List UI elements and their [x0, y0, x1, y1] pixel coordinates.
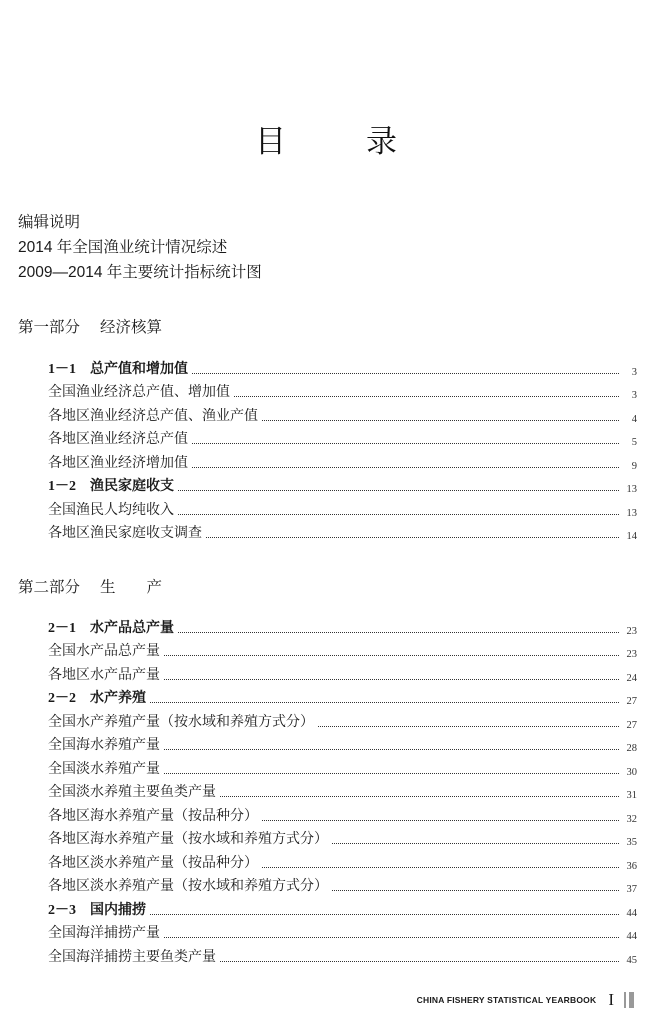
toc-entry[interactable] — [48, 850, 637, 874]
toc-entry[interactable] — [48, 450, 637, 474]
toc-entry[interactable] — [48, 756, 637, 780]
toc-entry-page: 44 — [626, 907, 637, 919]
toc-entry-page: 9 — [631, 460, 637, 472]
dot-leader — [192, 373, 619, 374]
toc-entry-page: 32 — [626, 813, 637, 825]
part1-title: 经济核算 — [100, 319, 163, 336]
toc-entry-page: 35 — [626, 837, 637, 848]
toc-entry-label: 全国海洋捕捞产量 — [48, 926, 160, 941]
dot-leader — [150, 914, 619, 915]
dot-leader — [206, 537, 619, 538]
dot-leader — [332, 890, 619, 891]
toc-entry-page: 24 — [626, 672, 637, 684]
toc-entry-page: 44 — [626, 931, 637, 942]
toc-entry-label: 各地区渔民家庭收支调查 — [48, 526, 202, 541]
toc-entry-page: 28 — [626, 743, 637, 754]
intro-item-charts[interactable]: 2009—2014 年主要统计指标统计图 — [18, 264, 262, 281]
toc-section-entry[interactable] — [48, 615, 637, 639]
part1-number: 第一部分 — [18, 319, 81, 336]
toc-entry[interactable] — [48, 803, 637, 827]
toc-entry-page: 45 — [626, 954, 637, 966]
toc-entry-page: 31 — [626, 790, 637, 801]
toc-entry-label: 各地区淡水养殖产量（按品种分） — [48, 855, 258, 871]
toc-entry-label: 全国海水养殖产量 — [48, 738, 160, 753]
toc-entry-page: 27 — [626, 696, 637, 707]
footer-yearbook-title: CHINA FISHERY STATISTICAL YEARBOOK — [416, 995, 597, 1005]
part2-toc — [48, 615, 637, 968]
toc-entry-page: 23 — [626, 625, 637, 637]
dot-leader — [234, 396, 619, 397]
toc-entry-label: 各地区渔业经济总产值、渔业产值 — [48, 408, 258, 424]
dot-leader — [164, 655, 619, 656]
toc-entry-label: 2－1 水产品总产量 — [48, 620, 174, 636]
toc-entry[interactable] — [48, 662, 637, 686]
toc-entry-page: 30 — [626, 766, 637, 778]
toc-entry-page: 23 — [626, 649, 637, 660]
dot-leader — [192, 443, 619, 444]
toc-entry-label: 各地区海水养殖产量（按品种分） — [48, 808, 258, 824]
dot-leader — [178, 632, 619, 633]
dot-leader — [192, 467, 619, 468]
toc-entry-label: 1－2 渔民家庭收支 — [48, 479, 174, 494]
dot-leader — [164, 749, 619, 750]
footer-edge-bar — [624, 992, 634, 1008]
toc-entry-page: 14 — [626, 531, 637, 542]
toc-entry-label: 各地区海水养殖产量（按水域和养殖方式分） — [48, 832, 328, 847]
toc-entry-page: 3 — [631, 366, 637, 378]
intro-item-editorial-notes[interactable]: 编辑说明 — [18, 214, 81, 231]
toc-entry[interactable] — [48, 709, 637, 733]
toc-section-entry[interactable] — [48, 356, 637, 380]
toc-entry-label: 全国水产品总产量 — [48, 644, 160, 659]
page-title: 目录 — [255, 124, 477, 160]
dot-leader — [178, 490, 619, 491]
page-footer — [417, 990, 634, 1010]
toc-entry-label: 各地区水产品产量 — [48, 667, 160, 683]
toc-entry[interactable] — [48, 380, 637, 404]
toc-section-entry[interactable] — [48, 897, 637, 921]
footer-page-number: I — [608, 990, 614, 1009]
toc-entry[interactable] — [48, 733, 637, 757]
dot-leader — [178, 514, 619, 515]
toc-entry-label: 全国渔民人均纯收入 — [48, 502, 174, 518]
toc-entry[interactable] — [48, 874, 637, 898]
dot-leader — [220, 796, 619, 797]
dot-leader — [164, 679, 619, 680]
toc-entry[interactable] — [48, 497, 637, 521]
dot-leader — [164, 937, 619, 938]
toc-entry-label: 全国淡水养殖主要鱼类产量 — [48, 785, 216, 800]
toc-entry[interactable] — [48, 780, 637, 804]
toc-entry-label: 全国海洋捕捞主要鱼类产量 — [48, 949, 216, 965]
toc-entry-label: 各地区渔业经济总产值 — [48, 432, 188, 447]
toc-entry-page: 5 — [631, 437, 637, 448]
toc-entry-label: 全国渔业经济总产值、增加值 — [48, 385, 230, 400]
toc-entry-page: 27 — [626, 719, 637, 731]
toc-entry-label: 全国淡水养殖产量 — [48, 761, 160, 777]
toc-entry[interactable] — [48, 521, 637, 545]
dot-leader — [262, 820, 619, 821]
part2-heading — [18, 575, 162, 597]
toc-entry-label: 各地区淡水养殖产量（按水域和养殖方式分） — [48, 879, 328, 894]
toc-entry[interactable] — [48, 639, 637, 663]
toc-entry-page: 37 — [626, 884, 637, 895]
toc-entry-page: 3 — [631, 390, 637, 401]
dot-leader — [262, 867, 619, 868]
toc-entry[interactable] — [48, 427, 637, 451]
toc-entry-label: 各地区渔业经济增加值 — [48, 455, 188, 471]
toc-entry-label: 1－1 总产值和增加值 — [48, 361, 188, 377]
part2-title: 生 产 — [100, 579, 163, 596]
intro-list — [18, 210, 262, 285]
dot-leader — [220, 961, 619, 962]
intro-item-overview[interactable]: 2014 年全国渔业统计情况综述 — [18, 239, 228, 256]
toc-entry-label: 2－2 水产养殖 — [48, 691, 146, 706]
dot-leader — [318, 726, 619, 727]
toc-section-entry[interactable] — [48, 686, 637, 710]
toc-entry-page: 36 — [626, 860, 637, 872]
dot-leader — [332, 843, 619, 844]
toc-entry-page: 13 — [626, 484, 637, 495]
toc-entry[interactable] — [48, 944, 637, 968]
dot-leader — [164, 773, 619, 774]
toc-section-entry[interactable] — [48, 474, 637, 498]
toc-entry[interactable] — [48, 827, 637, 851]
toc-entry-page: 13 — [626, 507, 637, 519]
toc-entry[interactable] — [48, 921, 637, 945]
toc-entry-label: 全国水产养殖产量（按水域和养殖方式分） — [48, 714, 314, 730]
toc-entry-page: 4 — [631, 413, 637, 425]
part2-number: 第二部分 — [18, 579, 81, 596]
toc-entry-label: 2－3 国内捕捞 — [48, 902, 146, 918]
dot-leader — [262, 420, 619, 421]
part1-toc — [48, 356, 637, 544]
part1-heading — [18, 315, 162, 337]
dot-leader — [150, 702, 619, 703]
toc-entry[interactable] — [48, 403, 637, 427]
